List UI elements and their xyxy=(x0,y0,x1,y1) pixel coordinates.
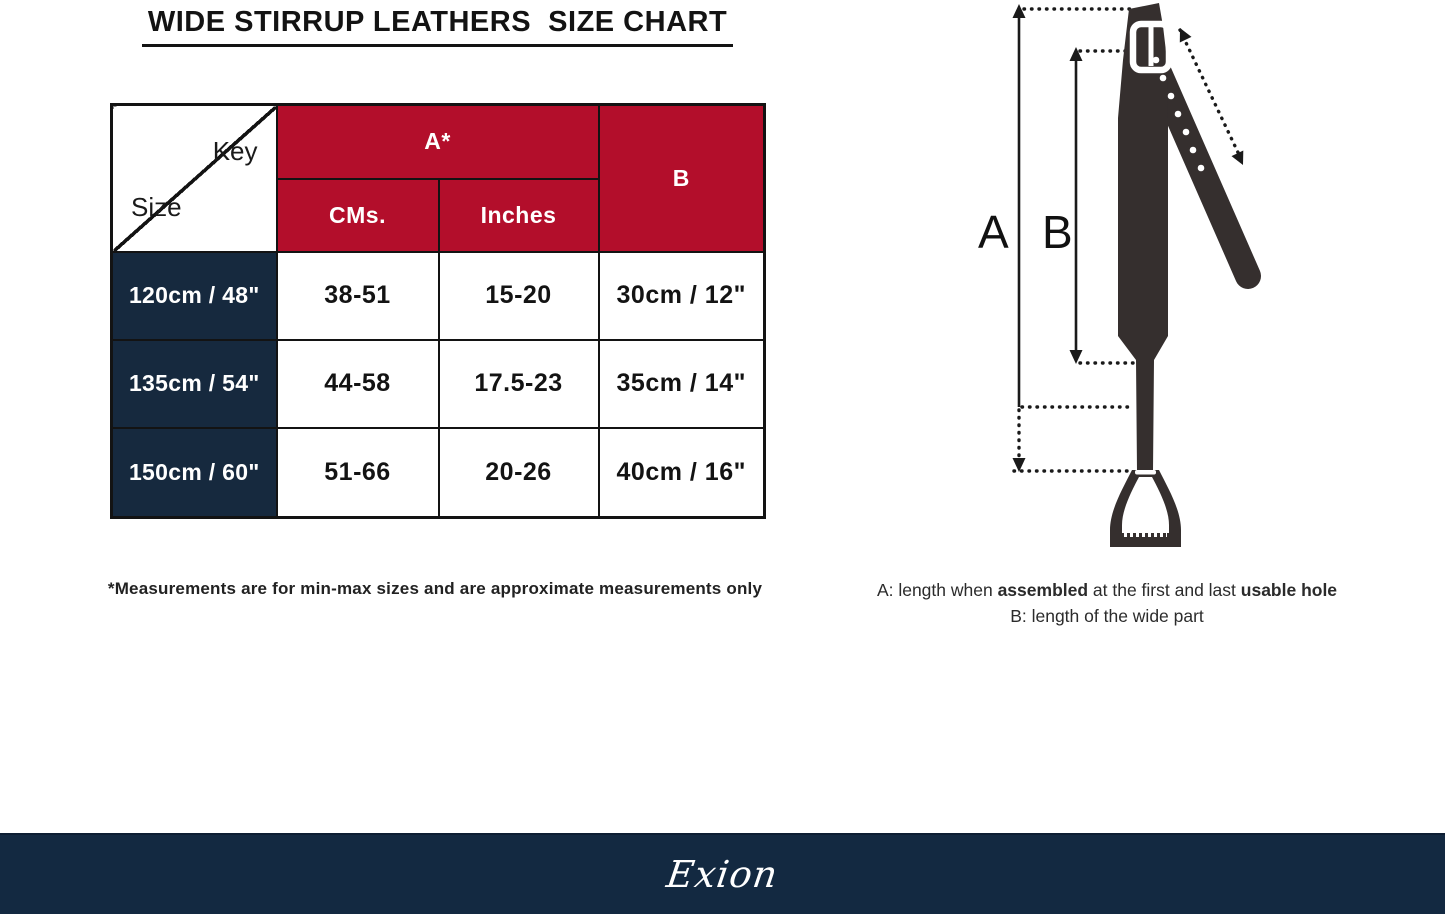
row-size-label: 150cm / 60" xyxy=(112,428,277,518)
row-cms-value: 38-51 xyxy=(277,252,439,340)
column-header-a: A* xyxy=(277,105,599,179)
row-b-value: 30cm / 12" xyxy=(599,252,765,340)
stirrup-leather-diagram xyxy=(940,0,1280,560)
subheader-cms: CMs. xyxy=(277,179,439,252)
corner-key-label: Key xyxy=(212,136,258,166)
measurements-footnote: *Measurements are for min-max sizes and are approximate measurements only xyxy=(107,579,763,598)
row-cms-value: 51-66 xyxy=(277,428,439,518)
brand-logo: Exion xyxy=(664,853,781,896)
stirrup-slot xyxy=(1135,470,1156,475)
corner-key-size-cell xyxy=(112,105,277,252)
table-row xyxy=(112,428,765,518)
arrowhead-a-up-icon xyxy=(1013,4,1026,18)
stirrup-iron xyxy=(1110,470,1181,547)
column-header-b: B xyxy=(599,105,765,252)
row-cms-value: 44-58 xyxy=(277,340,439,428)
arrowhead-diagonal-top-icon xyxy=(1180,28,1192,43)
caption-a: A: length when assembled at the first and last usable hole xyxy=(876,580,1338,600)
row-inches-value: 15-20 xyxy=(439,252,599,340)
table-row xyxy=(112,340,765,428)
page-title: WIDE STIRRUP LEATHERS SIZE CHART xyxy=(142,6,733,47)
arrowhead-b-up-icon xyxy=(1070,47,1083,61)
table-row xyxy=(112,252,765,340)
row-b-value: 40cm / 16" xyxy=(599,428,765,518)
row-b-value: 35cm / 14" xyxy=(599,340,765,428)
diagram-label-b: B xyxy=(1042,206,1073,258)
row-size-label: 135cm / 54" xyxy=(112,340,277,428)
corner-size-label: Size xyxy=(131,191,182,222)
page-title-wrap xyxy=(0,6,875,47)
caption-b: B: length of the wide part xyxy=(1010,606,1204,626)
diagram-label-a: A xyxy=(978,206,1009,258)
footer-bar xyxy=(0,833,1445,914)
row-size-label: 120cm / 48" xyxy=(112,252,277,340)
row-inches-value: 17.5-23 xyxy=(439,340,599,428)
diagram-captions xyxy=(852,577,1362,629)
size-chart-table xyxy=(110,103,766,519)
row-inches-value: 20-26 xyxy=(439,428,599,518)
subheader-inches: Inches xyxy=(439,179,599,252)
